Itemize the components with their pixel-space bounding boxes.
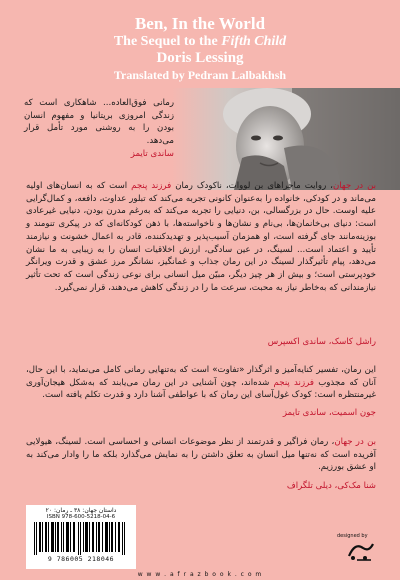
series-label: داستان جهان: ۳۸ ـ رمان: ۲۰ (45, 507, 117, 514)
blurb-2-source: راشل کاسک، ساندی اکسپرس (267, 337, 376, 347)
blurb-2-text: بن در جهان، روایت ماجراهای بن لووات، ناکودک رمان فرزند پنجم است که به انسان‌های اولیه می‌ماند و در کودکی، خانواده را به‌عنوان کانونی تجربه می‌کند که تبلور عداوت، دافعه، و کمال‌گرایی علیه اوست. حال در بزرگسالی، بن، دنیایی را تجربه می‌کند که به‌رغم مدرن بودن، دنیایی غیرعادی است: دنیای بی‌خانمان‌ها، بی‌نام و نشان‌ها و ناخواسته‌ها، با ذهن کودکانه‌ای که در پیکری تنومند و بوزینه‌مانند جای گرفته است، او همزمان آسیب‌پذیر و تهدیدکننده، قادر به اعمال خشونت و نیازمند تأیید و اعتماد است... لسینگ، در عین سادگی، ارزش اخلاقیات انسان را به زیبایی به ما نشان می‌دهد، پیام تأثیرگذار لسینگ در این رمان جذاب و غمانگیز، نشانگر مرز عشق و قدرت ویرانگر خودپرستی است؛ و بیش از هر چیز دیگر، مبیّن میل انسانی برای نوعی زندگی است که تحت تأثیر نیازمندانی که به‌خاطر نیاز به محبت، سرعت ما را در زندگی کاهش می‌دهند، قرار نمی‌گیرد. (26, 181, 377, 293)
publisher-website: w w w . a f r a z b o o k . c o m (137, 571, 263, 578)
blurb-1-text: رمانی فوق‌العاده... شاهکاری است که زندگی امروزی بریتانیا و مفهوم انسان بودن را به روشنی مورد تأمل قرار می‌دهد. (24, 98, 174, 147)
blurb-4-text: بن در جهان، رمان فراگیر و قدرتمند از نظر موضوعات انسانی و احساسی است. لسینگ، هیولایی آفریده است که نه‌تنها میل انسان به تعلق داشتن را به نمایش می‌گذارد بلکه ما را وادار می‌کند به او عشق بورزیم. (26, 437, 377, 473)
isbn-label: ISBN 978-600-5218-04-6 (46, 514, 116, 520)
book-subtitle: The Sequel to the Fifth Child (113, 34, 287, 49)
title-block (0, 14, 400, 83)
blurb-1-source: ساندی تایمز (130, 149, 174, 159)
barcode-box (26, 505, 136, 569)
author-name: Doris Lessing (156, 50, 244, 66)
blurb-3-text: این رمان، تفسیر کنایه‌آمیز و اثرگذار «تفاوت» است که به‌تنهایی رمانی کامل می‌نماید، با این حال، آنان که مجذوب فرزند پنجم شده‌اند، چون آشنایی در این رمان می‌یابند که به‌شکل هیجان‌آوری غیرمنتظره است: کودک غول‌آسای این رمان که با عواطفی آشنا دارد و قدرت تکلم یافته است. (26, 365, 376, 401)
designed-by-label: designed by (337, 533, 368, 539)
blurb-4-source: شنا مک‌کی، دیلی تلگراف (286, 481, 376, 491)
barcode-number: 9 786005 218046 (47, 555, 115, 563)
author-photo (172, 88, 400, 190)
barcode-bars (26, 521, 136, 555)
translator-credit: Translated by Pedram Lalbakhsh (113, 68, 287, 82)
publisher-logo-icon (345, 538, 377, 564)
blurb-3-source: جون اسمیت، ساندی تایمز (282, 408, 376, 418)
book-title: Ben, In the World (134, 14, 266, 33)
